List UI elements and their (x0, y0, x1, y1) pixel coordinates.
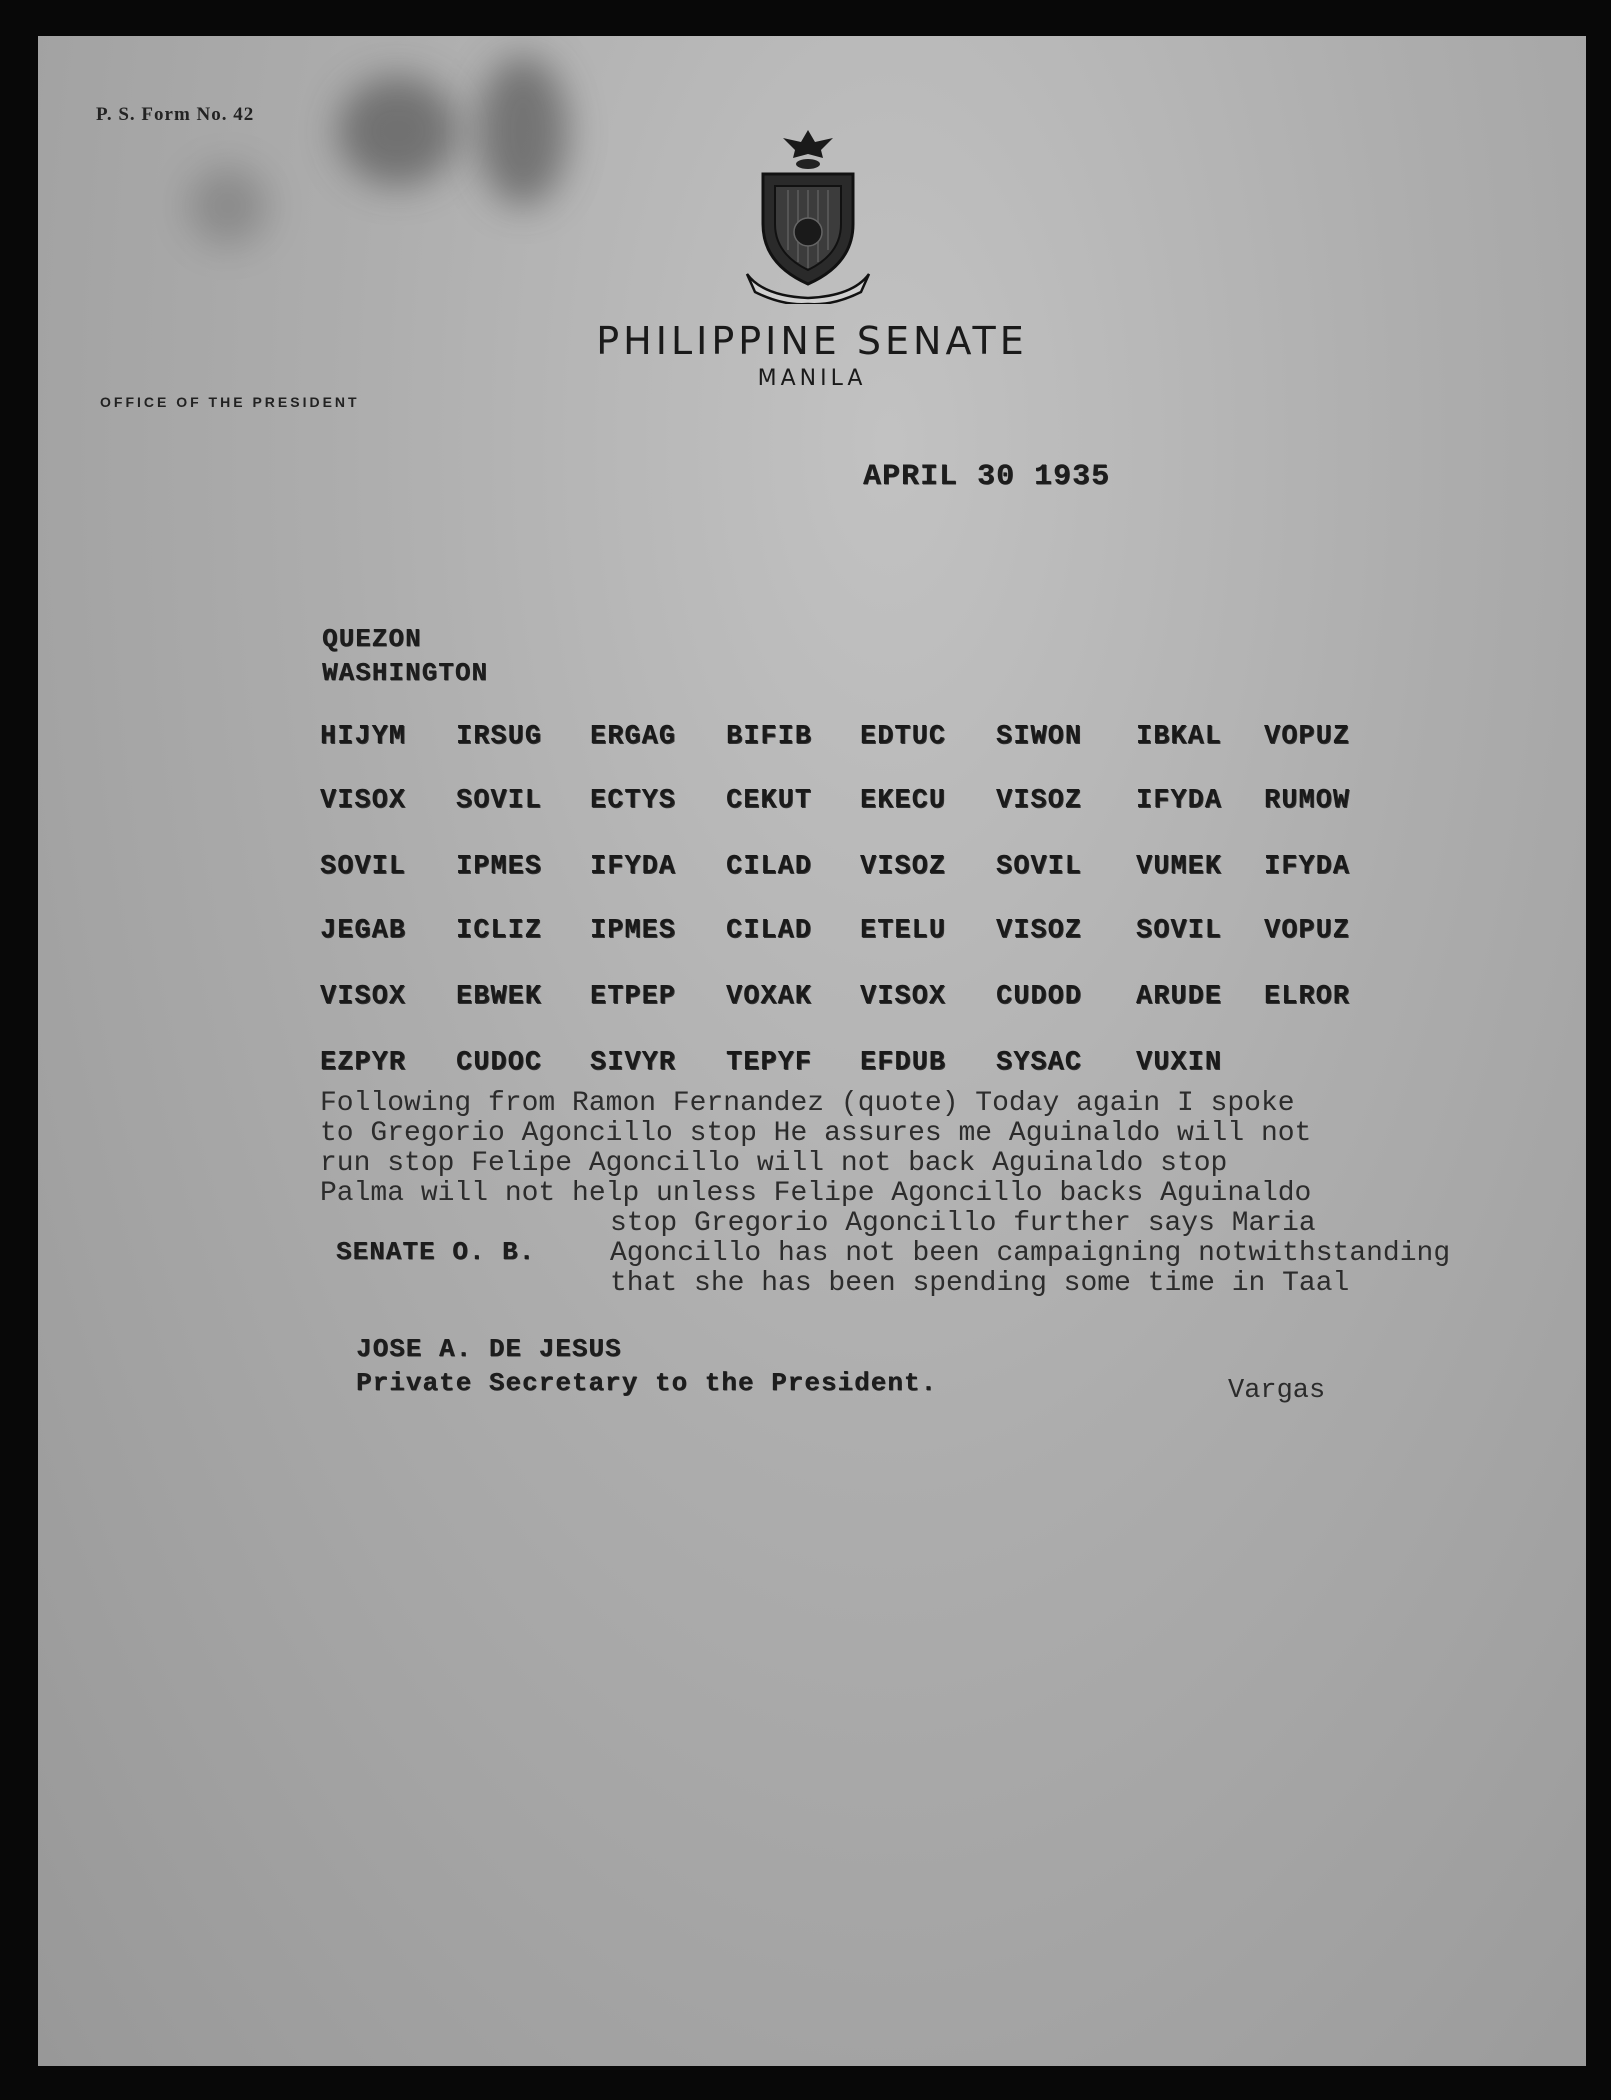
form-number: P. S. Form No. 42 (96, 104, 255, 125)
cipher-group: CILAD (726, 916, 813, 946)
cipher-group: IFYDA (1264, 852, 1351, 882)
cipher-group: EBWEK (456, 982, 543, 1012)
addressee-name: QUEZON (322, 624, 422, 654)
cipher-group: SOVIL (996, 852, 1083, 882)
cipher-group: ERGAG (590, 722, 677, 752)
cipher-group: CUDOC (456, 1048, 543, 1078)
cipher-group: VISOX (320, 786, 407, 816)
cipher-group: EKECU (860, 786, 947, 816)
cipher-group: ETELU (860, 916, 947, 946)
ink-smudge (338, 76, 458, 186)
cipher-group: VUMEK (1136, 852, 1223, 882)
cipher-group: JEGAB (320, 916, 407, 946)
signatory-title: Private Secretary to the President. (356, 1368, 938, 1398)
letter-date: APRIL 30 1935 (863, 460, 1111, 494)
cipher-group: EFDUB (860, 1048, 947, 1078)
handwritten-name: Vargas (1228, 1376, 1326, 1406)
cipher-group: SYSAC (996, 1048, 1083, 1078)
message-line: that she has been spending some time in Taal (610, 1268, 1350, 1299)
document-page (38, 36, 1586, 2066)
cipher-group: SOVIL (1136, 916, 1223, 946)
cipher-group: VISOZ (996, 786, 1083, 816)
cipher-group: VOPUZ (1264, 722, 1351, 752)
addressee-location: WASHINGTON (322, 658, 489, 688)
cipher-group: HIJYM (320, 722, 407, 752)
cipher-group: IPMES (456, 852, 543, 882)
cipher-group: IFYDA (590, 852, 677, 882)
office-label: OFFICE OF THE PRESIDENT (100, 394, 360, 410)
cipher-group: IFYDA (1136, 786, 1223, 816)
cipher-group: VUXIN (1136, 1048, 1223, 1078)
cipher-group: ARUDE (1136, 982, 1223, 1012)
message-line: run stop Felipe Agoncillo will not back Aguinaldo stop (320, 1148, 1228, 1179)
cipher-group: VISOZ (860, 852, 947, 882)
organization-name: PHILIPPINE SENATE (596, 319, 1028, 363)
cipher-group: ECTYS (590, 786, 677, 816)
cipher-group: VOXAK (726, 982, 813, 1012)
ink-smudge (188, 166, 268, 246)
senate-seal-icon (743, 124, 873, 304)
cipher-group: VISOX (320, 982, 407, 1012)
message-line: Palma will not help unless Felipe Agoncillo backs Aguinaldo (320, 1178, 1312, 1209)
cipher-group: IRSUG (456, 722, 543, 752)
cipher-group: CILAD (726, 852, 813, 882)
cipher-group: VISOX (860, 982, 947, 1012)
cipher-group: IBKAL (1136, 722, 1223, 752)
cipher-group: EZPYR (320, 1048, 407, 1078)
cipher-group: ELROR (1264, 982, 1351, 1012)
cipher-group: IPMES (590, 916, 677, 946)
cipher-group: CUDOD (996, 982, 1083, 1012)
organization-city: MANILA (757, 366, 867, 391)
cipher-group: TEPYF (726, 1048, 813, 1078)
cipher-group: VISOZ (996, 916, 1083, 946)
message-line: stop Gregorio Agoncillo further says Maria (610, 1208, 1316, 1239)
cipher-group: SOVIL (320, 852, 407, 882)
cipher-group: SOVIL (456, 786, 543, 816)
signatory-name: JOSE A. DE JESUS (356, 1334, 622, 1364)
cipher-group: RUMOW (1264, 786, 1351, 816)
message-line: Agoncillo has not been campaigning notwithstanding (610, 1238, 1451, 1269)
ink-smudge (478, 56, 568, 206)
message-line: Following from Ramon Fernandez (quote) Today again I spoke (320, 1088, 1295, 1119)
message-line: to Gregorio Agoncillo stop He assures me Aguinaldo will not (320, 1118, 1312, 1149)
cipher-group: VOPUZ (1264, 916, 1351, 946)
cipher-group: ICLIZ (456, 916, 543, 946)
cipher-group: CEKUT (726, 786, 813, 816)
cipher-group: BIFIB (726, 722, 813, 752)
cipher-group: ETPEP (590, 982, 677, 1012)
cipher-group: SIWON (996, 722, 1083, 752)
cipher-group: EDTUC (860, 722, 947, 752)
signoff: SENATE O. B. (336, 1237, 536, 1267)
cipher-group: SIVYR (590, 1048, 677, 1078)
